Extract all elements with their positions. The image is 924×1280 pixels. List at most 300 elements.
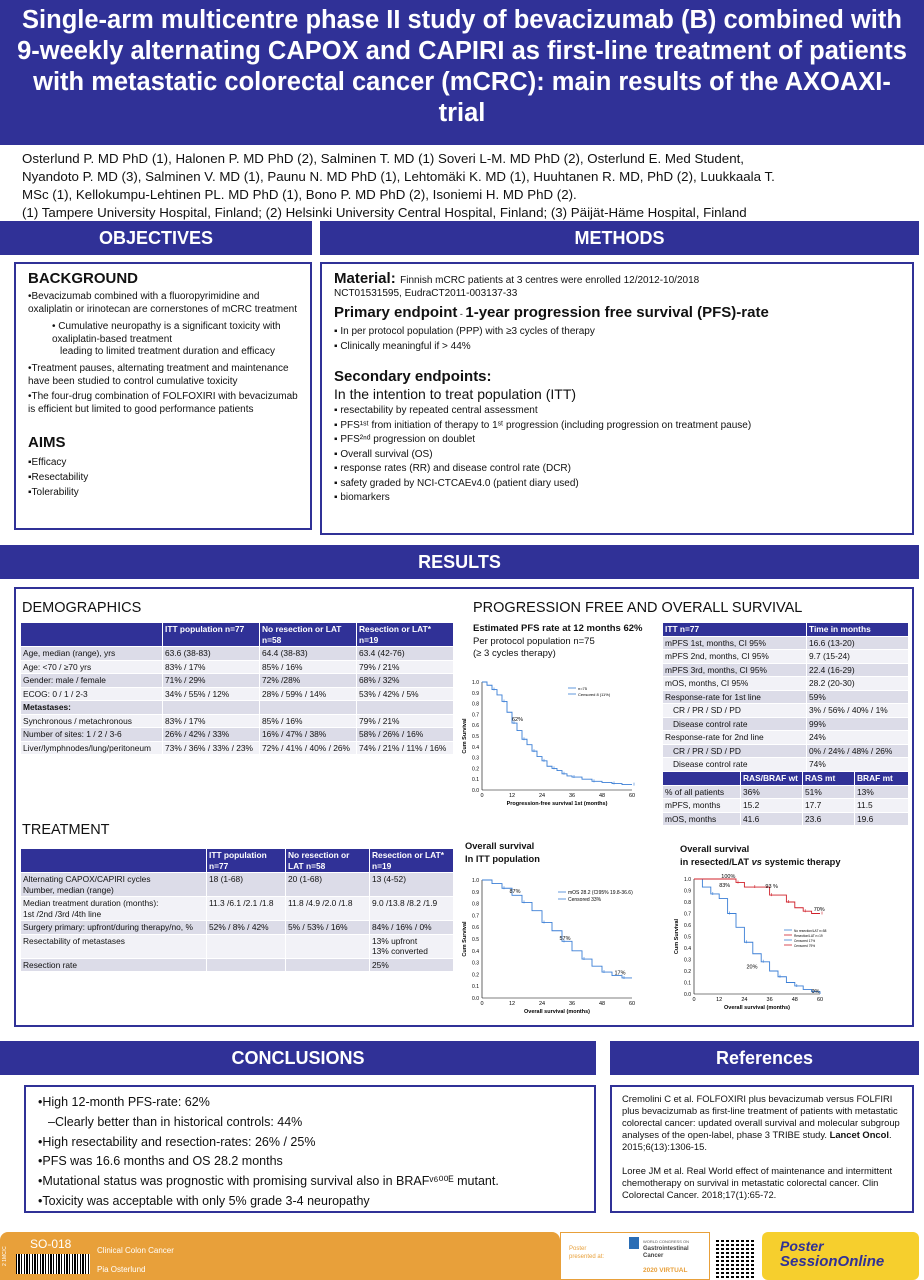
- presented-text: Poster presented at:: [569, 1246, 605, 1260]
- y-tick-label: 0.2: [472, 972, 479, 979]
- table-cell: 85% / 16%: [260, 714, 357, 728]
- os-res-km-chart: [672, 872, 867, 1020]
- pfs-heading: PROGRESSION FREE AND OVERALL SURVIVAL: [473, 600, 803, 616]
- pfs-cycles: (≥ 3 cycles therapy): [473, 648, 556, 659]
- table-cell: 17.7: [803, 799, 855, 813]
- table-cell: 64.4 (38-83): [260, 647, 357, 661]
- y-tick-label: 0.8: [684, 900, 691, 906]
- conclusion-item: •PFS was 16.6 months and OS 28.2 months: [38, 1154, 283, 1169]
- reference-text: Cremolini C et al. FOLFOXIRI plus bevacizumab versus FOLFIRI plus bevacizumab as first-line treatment of patients with metastatic colorectal cancer: updated overall survival and molecular subgroup analyses of the open-label, phase 3 TRIBE study.: [622, 1093, 900, 1140]
- row-label: Disease control rate: [663, 717, 807, 731]
- x-tick-label: 24: [538, 1001, 546, 1007]
- km-curve-2: [694, 879, 820, 914]
- legend-label: Censored 17%: [794, 939, 816, 943]
- reference-rest: . 2015;6(13):1306-15.: [622, 1129, 892, 1152]
- legend-label: mOS 28.2 (CI95% 19.8-36.6): [568, 890, 633, 896]
- annotation-label: 17%: [614, 970, 626, 977]
- background-heading: BACKGROUND: [28, 270, 138, 287]
- y-tick-label: 0.2: [472, 766, 479, 773]
- table-cell: 74% / 21% / 11% / 16%: [357, 741, 454, 755]
- y-tick-label: 1.0: [472, 680, 479, 686]
- row-label: mPFS 1st, months, CI 95%: [663, 636, 807, 650]
- table-cell: [357, 701, 454, 715]
- row-label: ECOG: 0 / 1 / 2-3: [21, 687, 163, 701]
- row-label: mPFS, months: [663, 799, 741, 813]
- table-header-row: [21, 849, 454, 873]
- table-row: [21, 647, 454, 661]
- table-header: RAS mt: [803, 772, 855, 786]
- brand-line1: Poster: [780, 1238, 824, 1254]
- table-header: RAS/BRAF wt: [741, 772, 803, 786]
- table-cell: 51%: [803, 785, 855, 799]
- y-tick-label: 0.0: [472, 996, 479, 1002]
- table-cell: 18 (1-68): [207, 873, 286, 897]
- table-cell: 83% / 17%: [163, 714, 260, 728]
- table-cell: 63.4 (42-76): [357, 647, 454, 661]
- y-tick-label: 0.9: [472, 889, 479, 896]
- x-tick-label: 24: [538, 793, 546, 799]
- table-cell: 3% / 56% / 40% / 1%: [807, 704, 909, 718]
- x-tick-label: 48: [791, 997, 798, 1003]
- table-header: No resection or LAT n=58: [260, 623, 357, 647]
- reference-item: Loree JM et al. Real World effect of maintenance and intermittent chemotherapy on survival in metastatic colorectal cancer. Clin Colorectal Cancer. 2018;17(1):65-72.: [622, 1165, 893, 1200]
- table-cell: 85% / 16%: [260, 660, 357, 674]
- table-cell: 28.2 (20-30): [807, 677, 909, 691]
- row-label: CR / PR / SD / PD: [663, 704, 807, 718]
- esmo-logo-icon: [629, 1237, 639, 1249]
- table-cell: 36%: [741, 785, 803, 799]
- table-cell: 72% / 41% / 40% / 26%: [260, 741, 357, 755]
- secondary-sub: In the intention to treat population (ITT): [334, 386, 577, 402]
- barcode-icon: [16, 1254, 90, 1274]
- annotation-label: 0%: [811, 988, 820, 995]
- aims-heading: AIMS: [28, 434, 66, 452]
- table-header: Resection or LAT* n=19: [357, 623, 454, 647]
- table-cell: 52% / 8% / 42%: [207, 921, 286, 935]
- table-cell: 20 (1-68): [286, 873, 370, 897]
- km-curve-1: [482, 682, 632, 785]
- table-cell: 63.6 (38-83): [163, 647, 260, 661]
- table-row: [663, 704, 909, 718]
- table-cell: [286, 934, 370, 958]
- y-tick-label: 0.1: [472, 984, 479, 991]
- table-row: [663, 812, 909, 826]
- table-cell: 41.6: [741, 812, 803, 826]
- os-res-title: Overall survival: [680, 844, 750, 854]
- y-tick-label: 0.3: [472, 755, 479, 762]
- os-itt-km-chart: [460, 872, 655, 1020]
- primary-list: [334, 324, 900, 354]
- x-tick-label: 0: [692, 997, 696, 1003]
- aims-item: ▪Efficacy: [28, 457, 67, 469]
- table-cell: 53% / 42% / 5%: [357, 687, 454, 701]
- itt-results-table: [662, 622, 909, 772]
- background-box: [14, 262, 312, 530]
- annotation-label: 57%: [559, 936, 571, 943]
- y-tick-label: 0.0: [472, 788, 479, 794]
- table-cell: 0% / 24% / 48% / 26%: [807, 744, 909, 758]
- references-box: [610, 1085, 914, 1213]
- os-res-subtitle-a: in resected/LAT: [680, 857, 752, 867]
- conclusions-header: CONCLUSIONS: [0, 1041, 596, 1075]
- congress-logo-box: [560, 1232, 710, 1280]
- registry: NCT01531595, EudraCT2011-003137-33: [334, 288, 518, 299]
- table-cell: 79% / 21%: [357, 714, 454, 728]
- footer-author: Pia Osterlund: [97, 1265, 146, 1274]
- secondary-list: [334, 404, 900, 506]
- material-line: [334, 270, 900, 288]
- table-cell: [207, 934, 286, 958]
- y-tick-label: 0.9: [472, 690, 479, 697]
- table-cell: 15.2: [741, 799, 803, 813]
- qr-code-icon: [716, 1238, 756, 1278]
- references-header: References: [610, 1041, 919, 1075]
- aims-list: [28, 455, 298, 500]
- table-header-row: [663, 623, 909, 637]
- conclusion-item: •High resectability and resection-rates: 26% / 25%: [38, 1134, 316, 1149]
- results-header: RESULTS: [0, 545, 919, 579]
- table-cell: 79% / 21%: [357, 660, 454, 674]
- primary-dash: -: [457, 309, 466, 319]
- row-label: Surgery primary: upfront/during therapy/no, %: [21, 921, 207, 935]
- secondary-item: ▪ Overall survival (OS): [334, 448, 433, 460]
- row-label: Age: <70 / ≥70 yrs: [21, 660, 163, 674]
- affiliations: (1) Tampere University Hospital, Finland; (2) Helsinki University Central Hospital, Finland; (3) Päijät-Häme Hospital, Finland: [22, 205, 747, 220]
- x-tick-label: 12: [508, 1001, 516, 1007]
- conclusion-subitem: –Clearly better than in historical controls: 44%: [48, 1114, 303, 1129]
- y-tick-label: 0.9: [684, 888, 691, 895]
- y-tick-label: 0.4: [472, 948, 479, 955]
- y-axis-label: Cum Survival: [462, 718, 468, 754]
- footer-category: Clinical Colon Cancer: [97, 1246, 174, 1255]
- ras-table: [662, 771, 909, 826]
- row-label: Resection rate: [21, 958, 207, 972]
- table-cell: 59%: [807, 690, 909, 704]
- table-cell: 73% / 36% / 33% / 23%: [163, 741, 260, 755]
- secondary-item: ▪ response rates (RR) and disease control rate (DCR): [334, 463, 571, 474]
- table-header: ITT n=77: [663, 623, 807, 637]
- treatment-body: [21, 873, 454, 972]
- table-row: [663, 650, 909, 664]
- material-text: Finnish mCRC patients at 3 centres were enrolled 12/2012-10/2018: [400, 275, 700, 286]
- table-row: [663, 636, 909, 650]
- y-tick-label: 0.6: [684, 923, 691, 929]
- objectives-header: OBJECTIVES: [0, 221, 312, 255]
- secondary-label: Secondary endpoints:: [334, 368, 492, 385]
- table-cell: 84% / 16% / 0%: [370, 921, 454, 935]
- table-cell: 16.6 (13-20): [807, 636, 909, 650]
- x-tick-label: 12: [716, 997, 723, 1003]
- os-itt-subtitle: In ITT population: [465, 854, 540, 864]
- pfs-estimate: Estimated PFS rate at 12 months 62%: [473, 623, 643, 634]
- background-subtext: Cumulative neuropathy is a significant toxicity with oxaliplatin-based treatment: [52, 321, 281, 345]
- table-row: [21, 714, 454, 728]
- legend-label: No resection/LAT n=58: [794, 929, 827, 933]
- congress-year: 2020 VIRTUAL: [643, 1267, 688, 1274]
- table-header: Time in months: [807, 623, 909, 637]
- y-tick-label: 0.5: [472, 734, 479, 740]
- os-res-subtitle-b: systemic therapy: [761, 857, 841, 867]
- y-tick-label: 0.6: [472, 723, 479, 730]
- background-text: •Bevacizumab combined with a fluoropyrimidine and oxaliplatin or irinotecan are cornerstones of mCRC treatment: [28, 291, 298, 315]
- table-row: [663, 690, 909, 704]
- table-cell: [207, 958, 286, 972]
- table-cell: 24%: [807, 731, 909, 745]
- table-cell: 72% /28%: [260, 674, 357, 688]
- legend-label: Censored 8 (11%): [578, 692, 611, 697]
- methods-box: [320, 262, 914, 535]
- row-label: Number of sites: 1 / 2 / 3-6: [21, 728, 163, 742]
- x-tick-label: 60: [816, 997, 824, 1003]
- y-tick-label: 0.6: [472, 925, 479, 932]
- table-cell: 23.6: [803, 812, 855, 826]
- table-header-row: [663, 772, 909, 786]
- table-row: [663, 717, 909, 731]
- table-header-row: [21, 623, 454, 647]
- footer-side-code: 2 1MC/C: [2, 1236, 11, 1276]
- table-cell: 13% upfront 13% converted: [370, 934, 454, 958]
- y-tick-label: 1.0: [472, 878, 479, 884]
- primary-endpoint: [334, 304, 900, 322]
- table-row: [663, 758, 909, 772]
- primary-label: Primary endpoint: [334, 304, 458, 321]
- os-res-caption: [680, 843, 841, 869]
- legend-label: Resection/LAT n=19: [794, 934, 823, 938]
- x-axis-label: Progression-free survival 1st (months): [506, 801, 608, 807]
- table-row: [21, 687, 454, 701]
- y-tick-label: 0.4: [684, 946, 691, 952]
- author-line: Osterlund P. MD PhD (1), Halonen P. MD PhD (2), Salminen T. MD (1) Soveri L-M. MD PhD (2), Osterlund E. Med Student,: [22, 151, 744, 166]
- footer-meta: [97, 1241, 174, 1279]
- background-text: •Treatment pauses, alternating treatment and maintenance have been studied to control cumulative toxicity: [28, 362, 289, 387]
- row-label: Gender: male / female: [21, 674, 163, 688]
- os-itt-caption: [465, 840, 540, 866]
- table-header: [21, 623, 163, 647]
- annotation-label: 100%: [721, 873, 736, 880]
- author-line: MSc (1), Kellokumpu-Lehtinen PL. MD PhD (1), Bono P. MD PhD (2), Isoniemi H. MD PhD (2).: [22, 187, 577, 202]
- table-row: [21, 741, 454, 755]
- table-cell: [163, 701, 260, 715]
- table-cell: 9.7 (15-24): [807, 650, 909, 664]
- pfs-km-chart: [460, 676, 650, 811]
- row-label: Response-rate for 2nd line: [663, 731, 807, 745]
- legend-label: Censored 79%: [794, 944, 816, 948]
- secondary-item: ▪ resectability by repeated central assessment: [334, 405, 538, 416]
- table-cell: 13%: [855, 785, 909, 799]
- aims-item: ▪Resectability: [28, 472, 89, 484]
- x-tick-label: 36: [568, 793, 576, 799]
- x-tick-label: 48: [598, 1001, 606, 1007]
- conclusion-item: •Mutational status was prognostic with promising survival also in BRAFᵛ⁶⁰⁰ᴱ mutant.: [38, 1174, 499, 1189]
- table-header: [663, 772, 741, 786]
- congress-name: Gastrointestinal Cancer: [643, 1246, 689, 1259]
- brand-line2: SessionOnline: [780, 1253, 885, 1270]
- annotation-label: 70%: [813, 907, 825, 914]
- row-label: Disease control rate: [663, 758, 807, 772]
- table-header: [21, 849, 207, 873]
- y-tick-label: 0.1: [472, 777, 479, 784]
- annotation-label: 83%: [719, 883, 731, 890]
- y-tick-label: 0.7: [684, 911, 691, 918]
- y-tick-label: 0.0: [684, 992, 691, 998]
- table-cell: 13 (4-52): [370, 873, 454, 897]
- demographics-body: [21, 647, 454, 755]
- reference-item: [622, 1093, 902, 1153]
- table-row: [21, 674, 454, 688]
- table-cell: [260, 701, 357, 715]
- secondary-item: ▪ biomarkers: [334, 492, 390, 503]
- row-label: Response-rate for 1st line: [663, 690, 807, 704]
- x-tick-label: 36: [766, 997, 773, 1003]
- y-tick-label: 1.0: [684, 877, 691, 883]
- table-row: [663, 799, 909, 813]
- poster-title: Single-arm multicentre phase II study of bevacizumab (B) combined with 9-weekly alternating CAPOX and CAPIRI as first-line treatment of patients with metastatic colorectal cancer (mCRC): main results of the AXOAXI-trial: [0, 0, 924, 145]
- legend-label: n=75: [578, 686, 588, 691]
- pfs-ppp: Per protocol population n=75: [473, 635, 595, 647]
- x-tick-label: 48: [598, 793, 606, 799]
- qr-pattern: [716, 1238, 756, 1278]
- annotation-label: 62%: [512, 716, 524, 723]
- table-cell: 58% / 26% / 16%: [357, 728, 454, 742]
- conclusions-box: [24, 1085, 596, 1213]
- y-tick-label: 0.4: [472, 744, 479, 751]
- reference-journal: Lancet Oncol: [829, 1129, 889, 1140]
- x-tick-label: 60: [628, 793, 636, 799]
- footer-code: SO-018: [30, 1237, 72, 1251]
- table-header: BRAF mt: [855, 772, 909, 786]
- y-tick-label: 0.5: [684, 934, 691, 941]
- y-tick-label: 0.8: [472, 901, 479, 908]
- y-axis-label: Cum Survival: [674, 918, 680, 955]
- treatment-table: [20, 848, 454, 972]
- x-tick-label: 60: [628, 1001, 636, 1007]
- author-line: Nyandoto P. MD (3), Salminen V. MD (1), Paunu N. MD PhD (1), Lehtomäki K. MD (1), Huuhtanen R. MD, PhD (2), Luukkaala T.: [22, 169, 775, 184]
- table-cell: 34% / 55% / 12%: [163, 687, 260, 701]
- y-tick-label: 0.5: [472, 937, 479, 943]
- y-tick-label: 0.2: [684, 969, 691, 975]
- annotation-label: 20%: [746, 964, 758, 971]
- background-text: •The four-drug combination of FOLFOXIRI with bevacizumab is efficient but limited to good performance patients: [28, 391, 298, 415]
- primary-item: ▪ Clinically meaningful if > 44%: [334, 341, 471, 352]
- primary-item: ▪ In per protocol population (PPP) with ≥3 cycles of therapy: [334, 326, 595, 337]
- table-row: [663, 744, 909, 758]
- x-tick-label: 24: [741, 997, 748, 1003]
- x-tick-label: 12: [508, 793, 516, 799]
- table-header: ITT population n=77: [163, 623, 260, 647]
- y-tick-label: 0.8: [472, 701, 479, 708]
- row-label: mPFS 3rd, months, CI 95%: [663, 663, 807, 677]
- row-label: mPFS 2nd, months, CI 95%: [663, 650, 807, 664]
- row-label: Resectability of metastases: [21, 934, 207, 958]
- congress-small: WORLD CONGRESS ON: [643, 1239, 690, 1244]
- table-row: [663, 677, 909, 691]
- x-tick-label: 0: [480, 1001, 484, 1007]
- legend-label: Censored 33%: [568, 897, 602, 903]
- authors: [22, 150, 912, 222]
- table-cell: 11.3 /6.1 /2.1 /1.8: [207, 897, 286, 921]
- table-cell: 83% / 17%: [163, 660, 260, 674]
- table-cell: 11.5: [855, 799, 909, 813]
- table-cell: 19.6: [855, 812, 909, 826]
- ras-body: [663, 785, 909, 826]
- table-cell: 9.0 /13.8 /8.2 /1.9: [370, 897, 454, 921]
- row-label: Alternating CAPOX/CAPIRI cycles Number, median (range): [21, 873, 207, 897]
- table-header: ITT population n=77: [207, 849, 286, 873]
- brand-logo-box: [762, 1232, 919, 1280]
- table-cell: 71% / 29%: [163, 674, 260, 688]
- footer-code-area: [2, 1236, 92, 1276]
- row-label: Liver/lymphnodes/lung/peritoneum: [21, 741, 163, 755]
- table-cell: 74%: [807, 758, 909, 772]
- table-row: [21, 728, 454, 742]
- y-tick-label: 0.7: [472, 913, 479, 920]
- table-row: [21, 701, 454, 715]
- table-row: [663, 663, 909, 677]
- row-label: mOS, months, CI 95%: [663, 677, 807, 691]
- table-row: [21, 897, 454, 921]
- itt-results-body: [663, 636, 909, 771]
- annotation-label: 87%: [509, 888, 521, 895]
- y-tick-label: 0.3: [472, 960, 479, 967]
- table-row: [21, 873, 454, 897]
- row-label: Median treatment duration (months): 1st /2nd /3rd /4th line: [21, 897, 207, 921]
- secondary-item: ▪ PFS²ⁿᵈ progression on doublet: [334, 434, 476, 445]
- background-subpoint: [52, 321, 298, 346]
- secondary-item: ▪ PFS¹ˢᵗ from initiation of therapy to 1ˢᵗ progression (including progression on treatment pause): [334, 419, 752, 431]
- table-cell: 22.4 (16-29): [807, 663, 909, 677]
- y-tick-label: 0.1: [684, 980, 691, 987]
- row-label: Metastases:: [21, 701, 163, 715]
- background-subtext: leading to limited treatment duration and efficacy: [60, 346, 275, 358]
- table-header: Resection or LAT* n=19: [370, 849, 454, 873]
- conclusion-item: •Toxicity was acceptable with only 5% grade 3-4 neuropathy: [38, 1193, 370, 1208]
- table-cell: [286, 958, 370, 972]
- annotation-label: 93 %: [765, 884, 778, 891]
- os-itt-title: Overall survival: [465, 841, 535, 851]
- row-label: mOS, months: [663, 812, 741, 826]
- table-row: [21, 958, 454, 972]
- table-cell: 26% / 42% / 33%: [163, 728, 260, 742]
- table-cell: 28% / 59% / 14%: [260, 687, 357, 701]
- y-axis-label: Cum Survival: [462, 921, 468, 957]
- y-tick-label: 0.3: [684, 957, 691, 964]
- secondary-item: ▪ safety graded by NCI-CTCAEv4.0 (patient diary used): [334, 477, 579, 489]
- table-row: [663, 731, 909, 745]
- conclusion-item: •High 12-month PFS-rate: 62%: [38, 1095, 210, 1109]
- table-cell: 11.8 /4.9 /2.0 /1.8: [286, 897, 370, 921]
- os-res-subtitle: [680, 856, 841, 869]
- table-cell: 16% / 47% / 38%: [260, 728, 357, 742]
- demographics-table: [20, 622, 454, 755]
- aims-item: ▪Tolerability: [28, 487, 79, 499]
- table-row: [21, 921, 454, 935]
- table-row: [21, 660, 454, 674]
- table-cell: 99%: [807, 717, 909, 731]
- row-label: % of all patients: [663, 785, 741, 799]
- table-cell: 68% / 32%: [357, 674, 454, 688]
- table-row: [663, 785, 909, 799]
- row-label: CR / PR / SD / PD: [663, 744, 807, 758]
- table-header: No resection or LAT n=58: [286, 849, 370, 873]
- x-axis-label: Overall survival (months): [523, 1009, 591, 1015]
- methods-header: METHODS: [320, 221, 919, 255]
- primary-text: 1-year progression free survival (PFS)-rate: [465, 304, 769, 321]
- material-label: Material:: [334, 270, 396, 287]
- treatment-heading: TREATMENT: [22, 822, 110, 838]
- table-cell: 25%: [370, 958, 454, 972]
- table-cell: 5% / 53% / 16%: [286, 921, 370, 935]
- row-label: Age, median (range), yrs: [21, 647, 163, 661]
